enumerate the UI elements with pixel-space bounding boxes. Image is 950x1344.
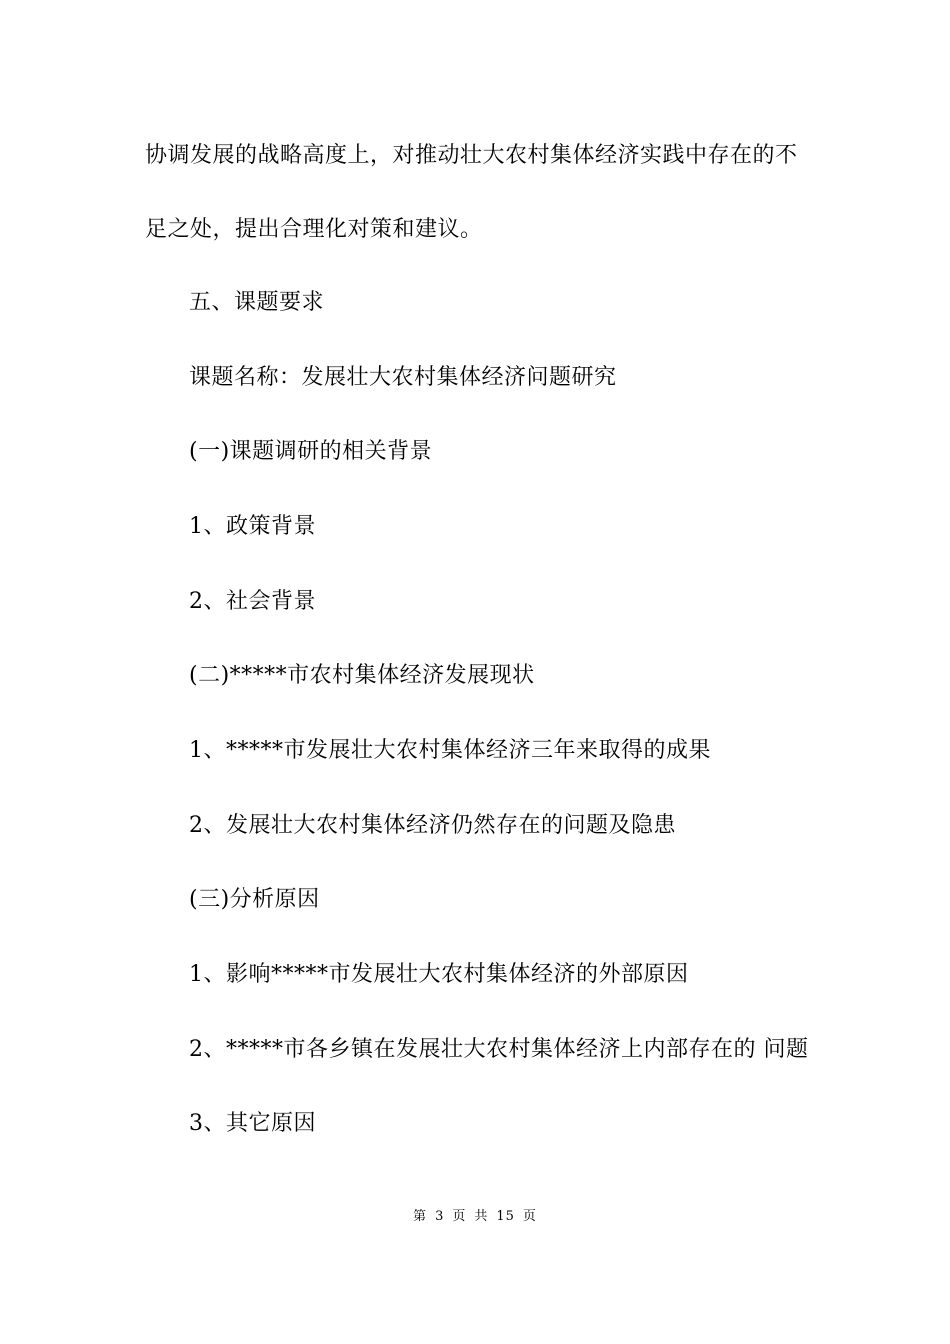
subsection-heading: (一)课题调研的相关背景 (189, 439, 433, 464)
list-item: 1、*****市发展壮大农村集体经济三年来取得的成果 (189, 738, 711, 763)
list-item: 2、发展壮大农村集体经济仍然存在的问题及隐患 (189, 813, 676, 838)
footer-total-pages: 15 (496, 1209, 515, 1224)
list-item: 2、社会背景 (189, 589, 316, 614)
paragraph-line: 足之处，提出合理化对策和建议。 (145, 217, 483, 242)
footer-current-page: 3 (435, 1209, 445, 1224)
footer-label-ye: 页 (452, 1209, 467, 1224)
list-item: 2、*****市各乡镇在发展壮大农村集体经济上内部存在的 问题 (189, 1037, 809, 1062)
footer-label-ye: 页 (522, 1209, 537, 1224)
paragraph-line: 协调发展的战略高度上，对推动壮大农村集体经济实践中存在的不 (145, 143, 798, 168)
subsection-heading: (三)分析原因 (189, 887, 320, 912)
topic-title: 课题名称：发展壮大农村集体经济问题研究 (189, 365, 617, 390)
subsection-heading: (二)*****市农村集体经济发展现状 (189, 663, 535, 688)
page-footer (0, 1208, 950, 1226)
list-item: 1、影响*****市发展壮大农村集体经济的外部原因 (189, 962, 689, 987)
list-item: 3、其它原因 (189, 1111, 316, 1136)
list-item: 1、政策背景 (189, 514, 316, 539)
footer-label-di: 第 (413, 1209, 428, 1224)
footer-label-gong: 共 (474, 1209, 489, 1224)
section-heading: 五、课题要求 (189, 290, 325, 315)
